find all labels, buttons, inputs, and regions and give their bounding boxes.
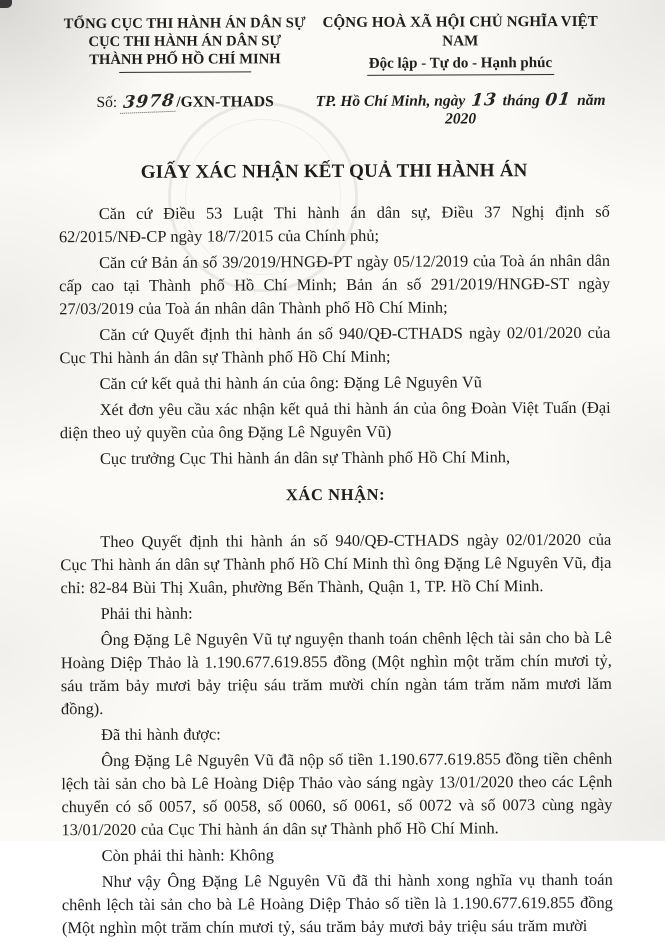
national-motto: Độc lập - Tự do - Hạnh phúc (367, 54, 554, 76)
document-header (58, 13, 609, 77)
certification-heading: XÁC NHẬN: (285, 484, 386, 505)
agency-underline-rule (119, 71, 251, 73)
place-date-tail: năm 2020 (445, 91, 606, 128)
preamble-paragraph-request: Xét đơn yêu cầu xác nhận kết quả thi hành án của ông Đoàn Việt Tuấn (Đại diện theo uỷ quyền của ông Đặng Lê Nguyên Vũ) (59, 397, 611, 443)
preamble-paragraph-legal-basis-law: Căn cứ Điều 53 Luật Thi hành án dân sự, Điều 37 Nghị định số 62/2015/NĐ-CP ngày 18/7/2015 của Chính phủ; (58, 201, 610, 247)
agency-name: CỤC THI HÀNH ÁN DÂN SỰ (88, 33, 282, 51)
document-content (58, 13, 613, 942)
preamble-section (59, 200, 611, 470)
parent-agency-name: TỔNG CỤC THI HÀNH ÁN DÂN SỰ (63, 15, 306, 33)
body-paragraph-decision-reference: Theo Quyết định thi hành án số 940/QĐ-CTHADS ngày 02/01/2020 của Cục Thi hành án dân sự Thành phố Hồ Chí Minh thì ông Đặng Lê Nguyên Vũ, địa chỉ: 82-84 Bùi Thị Xuân, phường Bến Thành, Quận 1, TP. Hồ Chí Minh. (60, 529, 612, 598)
national-motto-block (311, 13, 609, 76)
document-meta-row (58, 90, 609, 130)
preamble-paragraph-execution-decision: Căn cứ Quyết định thi hành án số 940/QĐ-CTHADS ngày 02/01/2020 của Cục Thi hành án dân sự Thành phố Hồ Chí Minh; (59, 322, 611, 368)
body-paragraph-payment-details: Ông Đặng Lê Nguyên Vũ đã nộp số tiền 1.190.677.619.855 đồng tiền chênh lệch tài sản cho bà Lê Hoàng Diệp Thảo vào sáng ngày 13/01/2020 theo các Lệnh chuyển có số 0057, số 0058, số 0060, số 0061, số 0072 và số 0073 cùng ngày 13/01/2020 của Cục Thi hành án dân sự Thành phố Hồ Chí Minh. (61, 748, 613, 840)
document-number (58, 91, 312, 130)
scan-corner-artifact (0, 0, 12, 8)
month-handwritten: 01 (544, 89, 573, 111)
place-date-mid: tháng (502, 92, 540, 110)
preamble-paragraph-execution-result: Căn cứ kết quả thi hành án của ông: Đặng Lê Nguyên Vũ (99, 372, 483, 394)
certification-body (60, 528, 613, 939)
body-label-executed: Đã thi hành được: (101, 724, 221, 745)
national-title: CỘNG HOÀ XÃ HỘI CHỦ NGHĨA VIỆT NAM (322, 13, 598, 50)
body-paragraph-obligation-amount: Ông Đặng Lê Nguyên Vũ tự nguyện thanh toán chênh lệch tài sản cho bà Lê Hoàng Diệp Thảo là 1.190.677.619.855 đồng (Một nghìn một trăm chín mươi tỷ, sáu trăm bảy mươi bảy triệu sáu trăm mười chín ngàn tám trăm năm mươi lăm đồng). (60, 627, 612, 719)
preamble-paragraph-director: Cục trưởng Cục Thi hành án dân sự Thành phố Hồ Chí Minh, (99, 447, 511, 469)
preamble-paragraph-judgments: Căn cứ Bản án số 39/2019/HNGĐ-PT ngày 05/12/2019 của Toà án nhân dân cấp cao tại Thành phố Hồ Chí Minh; Bản án số 291/2019/HNGĐ-ST ngày 27/03/2019 của Toà án nhân dân Thành phố Hồ Chí Minh; (59, 250, 611, 319)
document-number-suffix: /GXN-THADS (176, 93, 274, 111)
place-and-date (312, 90, 610, 129)
body-label-remaining: Còn phải thi hành: Không (101, 845, 274, 866)
agency-city: THÀNH PHỐ HỒ CHÍ MINH (89, 51, 281, 69)
document-title: GIẤY XÁC NHẬN KẾT QUẢ THI HÀNH ÁN (140, 160, 528, 183)
place-date-lead: TP. Hồ Chí Minh, ngày (315, 92, 466, 111)
document-number-handwritten: 3978 (120, 91, 178, 114)
body-paragraph-conclusion: Như vậy Ông Đặng Lê Nguyên Vũ đã thi hành xong nghĩa vụ thanh toán chênh lệch tài sản cho bà Lê Hoàng Diệp Thảo số tiền là 1.190.677.619.855 đồng (Một nghìn một trăm chín mươi tỷ, sáu trăm bảy mươi bảy triệu sáu trăm mười (61, 869, 613, 938)
document-number-label: Số: (96, 93, 118, 112)
day-handwritten: 13 (470, 89, 498, 111)
body-label-obligation: Phải thi hành: (100, 603, 193, 624)
issuing-agency-block (58, 14, 312, 73)
